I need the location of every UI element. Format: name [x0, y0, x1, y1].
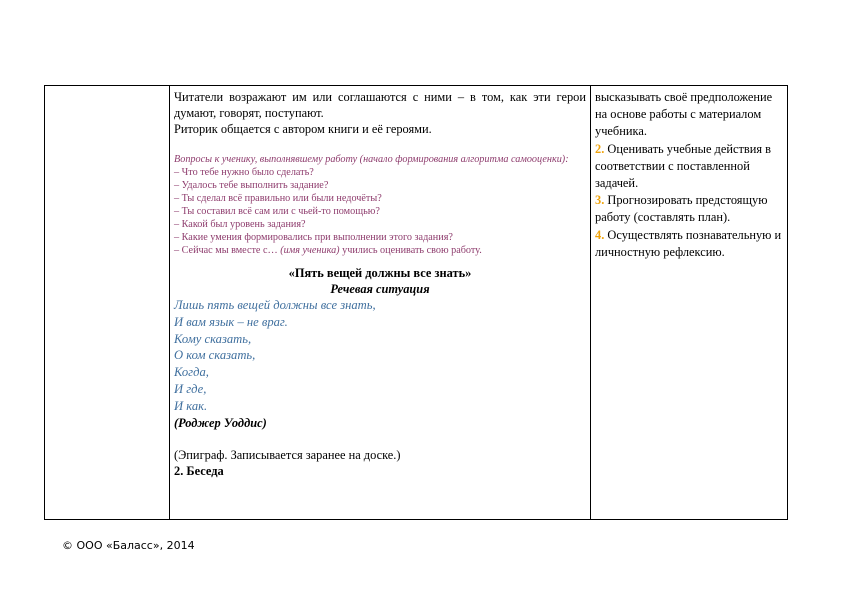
question-item-last — [174, 244, 586, 257]
poem-line: И вам язык – не враг. — [174, 314, 288, 329]
competency-text: Прогнозировать предстоящую работу (составлять план). — [595, 193, 768, 225]
competency-item — [595, 227, 783, 261]
question-item: – Ты сделал всё правильно или были недочёты? — [174, 193, 382, 204]
poem-author: (Роджер Уоддис) — [174, 415, 267, 430]
content-cell — [170, 86, 591, 520]
poem-line: О ком сказать, — [174, 348, 256, 363]
question-item: – Какой был уровень задания? — [174, 219, 306, 230]
copyright-footer: © ООО «Баласс», 2014 — [62, 539, 195, 552]
competency-item — [595, 192, 783, 226]
epigraph-note: (Эпиграф. Записывается заранее на доске.) — [174, 448, 401, 463]
question-item: – Удалось тебе выполнить задание? — [174, 180, 329, 191]
competency-item — [595, 141, 783, 193]
question-last-prefix: – Сейчас мы вместе с… — [174, 245, 281, 256]
paragraph-readers: Читатели возражают им или соглашаются с ними – в том, как эти герои думают, говорят, поступают. — [174, 90, 586, 120]
question-last-suffix: учились оценивать свою работу. — [339, 245, 482, 256]
table-row — [45, 86, 788, 520]
poem-line: Лишь пять вещей должны все знать, — [174, 298, 376, 312]
poem-line: Кому сказать, — [174, 331, 252, 346]
competency-number: 2. — [595, 141, 605, 156]
competency-number: 4. — [595, 227, 605, 242]
competency-text: Оценивать учебные действия в соответствии с поставленной задачей. — [595, 141, 772, 191]
poem-line: Когда, — [174, 365, 209, 380]
question-item: – Какие умения формировались при выполнении этого задания? — [174, 232, 453, 243]
competency-text: Осуществлять познавательную и личностную рефлексию. — [595, 227, 782, 259]
question-item: – Ты составил всё сам или с чьей-то помощью? — [174, 206, 380, 217]
poem-line: И как. — [174, 398, 208, 413]
paragraph-rhetor: Риторик общается с автором книги и её героями. — [174, 122, 432, 136]
section-title: «Пять вещей должны все знать» — [288, 266, 472, 280]
competencies-cell — [591, 86, 788, 520]
questions-intro: Вопросы к ученику, выполнявшему работу (начало формирования алгоритма самооценки): — [174, 154, 569, 165]
student-name-placeholder: (имя ученика) — [280, 245, 340, 256]
question-item: – Что тебе нужно было сделать? — [174, 167, 314, 178]
lesson-table — [44, 85, 788, 520]
next-heading: 2. Беседа — [174, 464, 224, 479]
competency-intro: высказывать своё предположение на основе работы с материалом учебника. — [595, 90, 773, 139]
stage-cell — [45, 86, 170, 520]
section-subtitle: Речевая ситуация — [330, 282, 430, 296]
poem-line: И где, — [174, 381, 207, 396]
competency-number: 3. — [595, 193, 605, 208]
